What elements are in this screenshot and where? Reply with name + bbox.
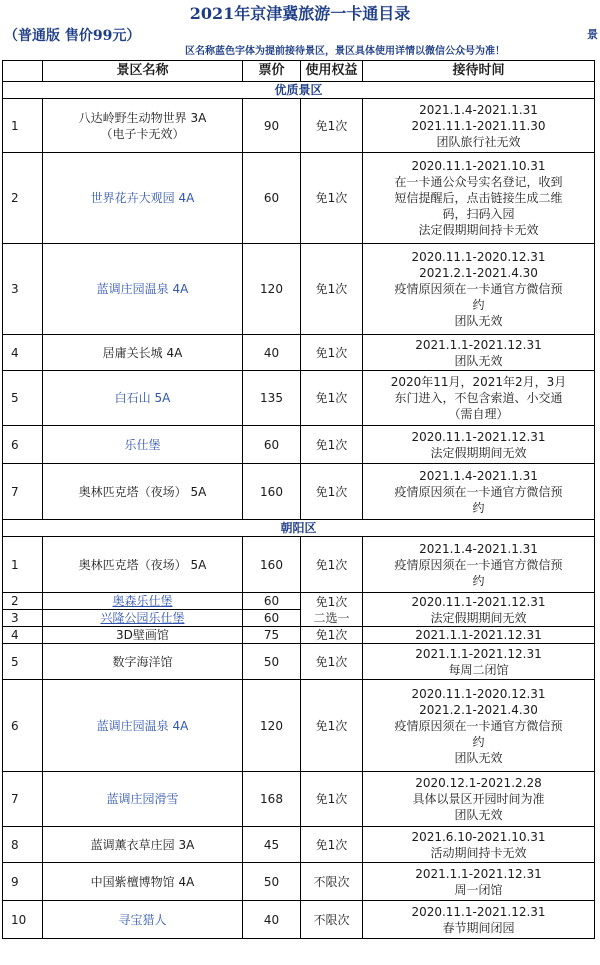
row-number: 10 [3, 901, 43, 939]
row-number: 7 [3, 772, 43, 827]
table-row [3, 593, 595, 610]
attraction-name: 兴隆公园乐仕堡 [43, 610, 243, 627]
blue-font-note: 区名称蓝色字体为提前接待景区，景区具体使用详情以微信公众号为准！ [185, 46, 505, 57]
usage-rights: 免1次 [301, 627, 363, 644]
reception-hours: 2020.11.1-2020.12.31 2021.2.1-2021.4.30 疫情原因须在一卡通官方微信预 约 团队无效 [363, 680, 595, 772]
attraction-name: 蓝调庄园温泉 4A [43, 680, 243, 772]
row-number: 1 [3, 537, 43, 593]
attraction-name: 奥林匹克塔（夜场） 5A [43, 464, 243, 520]
header-row [3, 61, 595, 82]
reception-hours: 2020.11.1-2021.12.31 法定假期期间无效 [363, 593, 595, 627]
row-number: 9 [3, 863, 43, 901]
usage-rights: 免1次 [301, 537, 363, 593]
ticket-price: 90 [243, 99, 301, 153]
attraction-name: 蓝调庄园滑雪 [43, 772, 243, 827]
attraction-name: 数字海洋馆 [43, 644, 243, 680]
table-row [3, 627, 595, 644]
reception-hours: 2020.11.1-2020.12.31 2021.2.1-2021.4.30 疫情原因须在一卡通官方微信预 约 团队无效 [363, 244, 595, 335]
attraction-name: 白石山 5A [43, 371, 243, 426]
usage-rights: 免1次 [301, 426, 363, 464]
reception-hours: 2021.1.4-2021.1.31 2021.11.1-2021.11.30 团队旅行社无效 [363, 99, 595, 153]
ticket-price: 135 [243, 371, 301, 426]
usage-rights: 免1次 [301, 371, 363, 426]
reception-hours: 2021.1.1-2021.12.31 周一闭馆 [363, 863, 595, 901]
row-number: 1 [3, 99, 43, 153]
table-row [3, 827, 595, 863]
row-number: 6 [3, 426, 43, 464]
table-row [3, 680, 595, 772]
page-title: 2021年京津冀旅游一卡通目录 [189, 4, 411, 23]
ticket-price: 60 [243, 593, 301, 610]
table-row [3, 153, 595, 244]
table-row [3, 772, 595, 827]
usage-rights: 免1次 [301, 772, 363, 827]
attraction-name: 乐仕堡 [43, 426, 243, 464]
no-header [3, 61, 43, 82]
ticket-price: 45 [243, 827, 301, 863]
usage-rights: 免1次 [301, 335, 363, 371]
usage-rights: 免1次 [301, 153, 363, 244]
table-row [3, 99, 595, 153]
reception-hours: 2021.1.1-2021.12.31 [363, 627, 595, 644]
row-number: 2 [3, 593, 43, 610]
row-number: 5 [3, 644, 43, 680]
ticket-price: 160 [243, 537, 301, 593]
ticket-price: 50 [243, 863, 301, 901]
table-row [3, 426, 595, 464]
section-label-premium: 优质景区 [3, 82, 595, 99]
section-label-chaoyang: 朝阳区 [3, 520, 595, 537]
attraction-name: 世界花卉大观园 4A [43, 153, 243, 244]
usage-rights: 免1次 [301, 99, 363, 153]
ticket-price: 60 [243, 426, 301, 464]
table-row [3, 537, 595, 593]
ticket-price: 120 [243, 244, 301, 335]
subtitle-row [0, 28, 600, 44]
row-number: 7 [3, 464, 43, 520]
ticket-price: 60 [243, 153, 301, 244]
row-number: 4 [3, 627, 43, 644]
attraction-name: 奥森乐仕堡 [43, 593, 243, 610]
attraction-name: 蓝调薰衣草庄园 3A [43, 827, 243, 863]
row-number: 6 [3, 680, 43, 772]
ticket-price: 168 [243, 772, 301, 827]
table-row [3, 244, 595, 335]
table-row [3, 371, 595, 426]
rights-header: 使用权益 [301, 61, 363, 82]
catalog-table [2, 60, 595, 939]
attraction-name: 寻宝猎人 [43, 901, 243, 939]
ticket-price: 40 [243, 335, 301, 371]
table-row [3, 335, 595, 371]
row-number: 8 [3, 827, 43, 863]
ticket-price: 75 [243, 627, 301, 644]
row-number: 2 [3, 153, 43, 244]
table-row [3, 863, 595, 901]
attraction-name: 居庸关长城 4A [43, 335, 243, 371]
row-number: 3 [3, 244, 43, 335]
ticket-price: 120 [243, 680, 301, 772]
price-header: 票价 [243, 61, 301, 82]
reception-hours: 2021.1.1-2021.12.31 每周二闭馆 [363, 644, 595, 680]
row-number: 3 [3, 610, 43, 627]
reception-hours: 2021.1.4-2021.1.31 疫情原因须在一卡通官方微信预 约 [363, 464, 595, 520]
reception-hours: 2020.11.1-2021.10.31 在一卡通公众号实名登记，收到 短信提醒后，点击链接生成二维 码，扫码入园 法定假期期间持卡无效 [363, 153, 595, 244]
table-row [3, 644, 595, 680]
edition-label: （普通版 售价99元） [4, 28, 141, 44]
edge-mark: 景 [587, 28, 598, 41]
reception-hours: 2020.11.1-2021.12.31 春节期间闭园 [363, 901, 595, 939]
usage-rights: 免1次 二选一 [301, 593, 363, 627]
reception-hours: 2020.11.1-2021.12.31 法定假期期间无效 [363, 426, 595, 464]
ticket-price: 60 [243, 610, 301, 627]
row-number: 4 [3, 335, 43, 371]
reception-hours: 2021.1.1-2021.12.31 团队无效 [363, 335, 595, 371]
usage-rights: 不限次 [301, 901, 363, 939]
usage-rights: 免1次 [301, 680, 363, 772]
reception-hours: 2021.6.10-2021.10.31 活动期间持卡无效 [363, 827, 595, 863]
reception-hours: 2020.12.1-2021.2.28 具体以景区开园时间为准 团队无效 [363, 772, 595, 827]
reception-hours: 2020年11月，2021年2月，3月 东门进入，不包含索道、小交通 （需自理） [363, 371, 595, 426]
reception-hours: 2021.1.4-2021.1.31 疫情原因须在一卡通官方微信预 约 [363, 537, 595, 593]
attraction-name: 3D壁画馆 [43, 627, 243, 644]
attraction-name: 八达岭野生动物世界 3A （电子卡无效） [43, 99, 243, 153]
ticket-price: 40 [243, 901, 301, 939]
section-row [3, 82, 595, 99]
attraction-name: 蓝调庄园温泉 4A [43, 244, 243, 335]
usage-rights: 不限次 [301, 863, 363, 901]
usage-rights: 免1次 [301, 827, 363, 863]
ticket-price: 50 [243, 644, 301, 680]
attraction-name: 奥林匹克塔（夜场） 5A [43, 537, 243, 593]
hours-header: 接待时间 [363, 61, 595, 82]
usage-rights: 免1次 [301, 644, 363, 680]
usage-rights: 免1次 [301, 244, 363, 335]
table-row [3, 901, 595, 939]
attraction-name: 中国紫檀博物馆 4A [43, 863, 243, 901]
table-row [3, 464, 595, 520]
section-row [3, 520, 595, 537]
name-header: 景区名称 [43, 61, 243, 82]
row-number: 5 [3, 371, 43, 426]
usage-rights: 免1次 [301, 464, 363, 520]
ticket-price: 160 [243, 464, 301, 520]
